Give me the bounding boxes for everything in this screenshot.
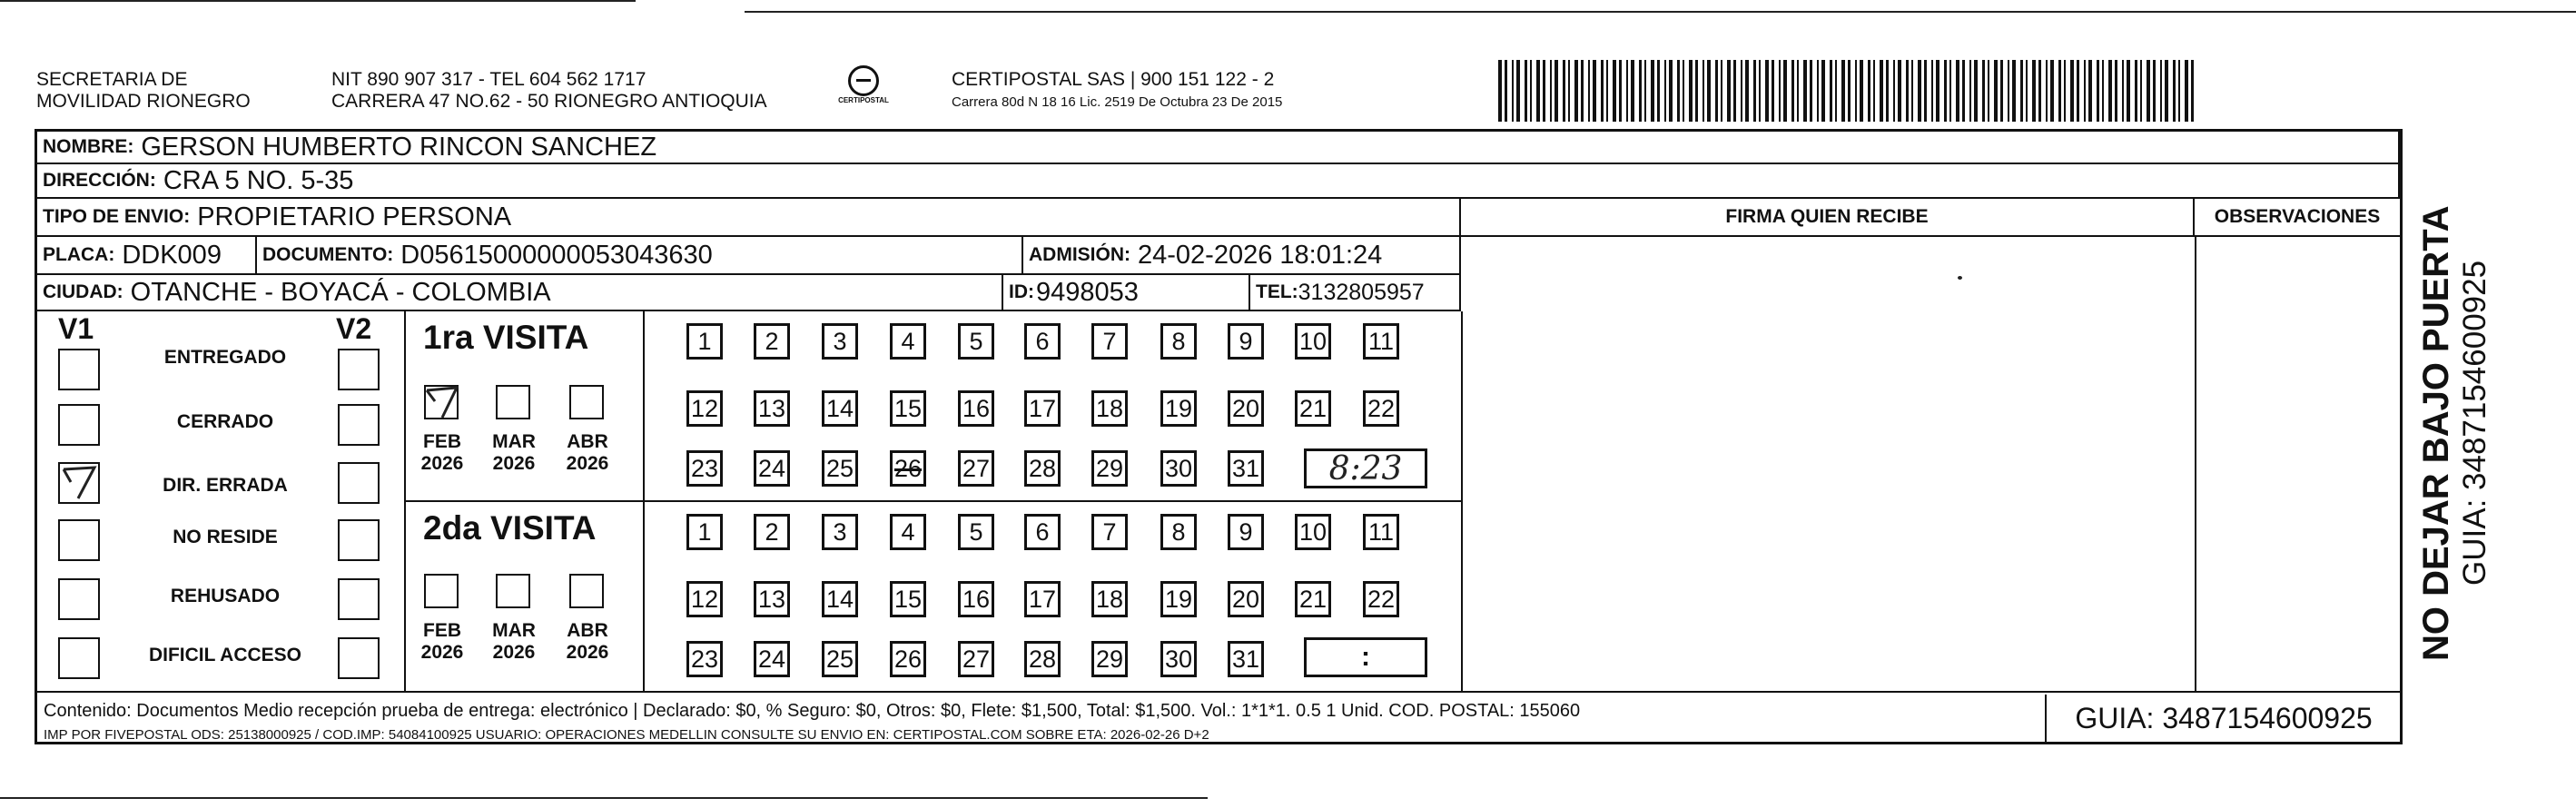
day-number: 8: [1171, 517, 1186, 546]
day-box[interactable]: [958, 641, 994, 677]
day-box[interactable]: [958, 581, 994, 617]
day-box[interactable]: [890, 323, 926, 360]
day-number: 11: [1367, 517, 1395, 546]
day-box[interactable]: [822, 390, 858, 427]
tipo-label: TIPO DE ENVIO:: [43, 206, 191, 227]
month-label: FEB 2026: [420, 431, 464, 474]
day-number: 15: [893, 585, 923, 613]
v1-checkbox[interactable]: [58, 404, 100, 446]
placa-cell: [37, 237, 257, 275]
ink-dot: [1958, 276, 1962, 280]
admision-cell: [1023, 237, 1461, 275]
day-box[interactable]: [1363, 323, 1399, 360]
day-box[interactable]: [822, 581, 858, 617]
nombre-label: NOMBRE:: [43, 136, 134, 157]
observaciones-header: OBSERVACIONES: [2195, 199, 2400, 237]
day-box[interactable]: [1091, 450, 1128, 487]
day-number: 9: [1239, 327, 1253, 355]
day-number: 2: [765, 517, 779, 546]
nombre-row: [37, 132, 2400, 164]
day-number: 8: [1171, 327, 1186, 355]
day-number: 14: [825, 585, 854, 613]
handwritten-check-icon: [424, 385, 459, 419]
status-label: DIFICIL ACCESO: [148, 645, 301, 665]
day-number: 6: [1035, 327, 1050, 355]
day-number: 23: [690, 645, 719, 673]
day-box[interactable]: [1024, 514, 1061, 550]
day-number: 9: [1239, 517, 1253, 546]
day-box[interactable]: [1228, 390, 1264, 427]
day-box[interactable]: [1160, 390, 1197, 427]
day-box[interactable]: [958, 450, 994, 487]
month-label: ABR 2026: [566, 431, 609, 474]
day-number: 2: [765, 327, 779, 355]
v1-checkbox[interactable]: [58, 578, 100, 620]
day-box[interactable]: [1160, 641, 1197, 677]
v2-label: V2: [336, 312, 372, 345]
day-box[interactable]: [822, 641, 858, 677]
day-box[interactable]: [1024, 323, 1061, 360]
day-box[interactable]: [1228, 514, 1264, 550]
v2-checkbox[interactable]: [338, 404, 380, 446]
month-checkbox[interactable]: [424, 385, 459, 419]
tel-label: TEL:: [1256, 281, 1298, 302]
tipo-value: PROPIETARIO PERSONA: [197, 202, 512, 232]
second-visit-title: 2da VISITA: [423, 509, 597, 547]
second-visit-time-value: :: [1361, 642, 1370, 672]
direccion-row: [37, 164, 2400, 199]
month-label: MAR 2026: [492, 431, 536, 474]
ciudad-value: OTANCHE - BOYACÁ - COLOMBIA: [130, 277, 551, 307]
month-checkbox[interactable]: [424, 574, 459, 608]
day-number: 30: [1164, 454, 1193, 482]
admision-value: 24-02-2026 18:01:24: [1138, 240, 1383, 270]
day-box[interactable]: [1091, 641, 1128, 677]
footer-print-info: IMP POR FIVEPOSTAL ODS: 25138000925 / COD.IMP: 54084100925 USUARIO: OPERACIONES MEDELLIN CONSULTE SU ENVIO EN: CERTIPOSTAL.COM SOBRE ETA: 2026-02-26 D+2: [44, 727, 1209, 743]
status-label: DIR. ERRADA: [163, 475, 288, 496]
day-number: 22: [1367, 394, 1396, 422]
day-number: 1: [697, 517, 712, 546]
day-number: 4: [901, 327, 915, 355]
day-box[interactable]: [686, 514, 723, 550]
day-number: 18: [1095, 394, 1124, 422]
status-label: REHUSADO: [170, 586, 281, 606]
scan-edge-top: [0, 0, 636, 2]
day-box[interactable]: [1363, 390, 1399, 427]
side-guia: GUIA: 3487154600925: [2457, 260, 2492, 586]
documento-value: D05615000000053043630: [400, 240, 713, 270]
day-box[interactable]: [1024, 450, 1061, 487]
day-number: 19: [1164, 585, 1193, 613]
day-box[interactable]: [822, 323, 858, 360]
day-number: 15: [893, 394, 923, 422]
status-label: CERRADO: [176, 411, 274, 432]
org-line2: MOVILIDAD RIONEGRO: [36, 91, 251, 112]
day-number: 7: [1102, 517, 1117, 546]
day-number: 18: [1095, 585, 1124, 613]
day-number: 22: [1367, 585, 1396, 613]
day-number: 13: [757, 585, 786, 613]
ciudad-cell: [37, 275, 1003, 311]
v1-checkbox[interactable]: [58, 462, 100, 504]
day-number: 23: [690, 454, 719, 482]
direccion-label: DIRECCIÓN:: [43, 170, 156, 191]
tel-cell: [1250, 275, 1461, 311]
day-box[interactable]: [890, 514, 926, 550]
day-number: 21: [1298, 585, 1327, 613]
day-box[interactable]: [1228, 641, 1264, 677]
barcode: [1498, 60, 2197, 122]
footer-contents: Contenido: Documentos Medio recepción prueba de entrega: electrónico | Declarado: $0, % Seguro: $0, Otros: $0, Flete: $1,500, Total: $1,500. Vol.: 1*1*1. 0.5 1 Unid. COD. POSTAL: 155060: [44, 701, 1581, 721]
day-number: 17: [1028, 585, 1057, 613]
day-number: 10: [1298, 327, 1327, 355]
month-checkbox[interactable]: [569, 574, 604, 608]
day-box[interactable]: [890, 390, 926, 427]
day-box[interactable]: [890, 641, 926, 677]
id-value: 9498053: [1036, 277, 1139, 307]
day-number: 12: [690, 394, 719, 422]
month-checkbox[interactable]: [569, 385, 604, 419]
v1-checkbox[interactable]: [58, 519, 100, 561]
day-number: 27: [962, 645, 991, 673]
day-box[interactable]: [822, 514, 858, 550]
status-label: ENTREGADO: [163, 347, 287, 368]
no-dejar-bajo-puerta: NO DEJAR BAJO PUERTA: [2416, 205, 2456, 661]
status-label: NO RESIDE: [173, 527, 278, 547]
handwritten-check-icon: [58, 462, 100, 504]
logo-text: CERTIPOSTAL: [838, 96, 889, 104]
day-box[interactable]: [1024, 581, 1061, 617]
visit-divider: [406, 500, 1461, 502]
courier-info: [952, 69, 1282, 114]
day-number: 3: [833, 517, 847, 546]
day-number: 10: [1298, 517, 1327, 546]
v1-checkbox[interactable]: [58, 349, 100, 390]
day-box[interactable]: [1160, 581, 1197, 617]
day-number: 26: [893, 645, 923, 673]
day-number: 11: [1367, 327, 1395, 355]
day-box[interactable]: [1091, 514, 1128, 550]
day-box[interactable]: [1228, 450, 1264, 487]
day-box[interactable]: [890, 450, 926, 487]
day-number: 25: [825, 645, 854, 673]
day-box[interactable]: [958, 390, 994, 427]
day-number: 16: [962, 394, 991, 422]
scan-edge-bottom: [0, 797, 1208, 799]
day-number: 17: [1028, 394, 1057, 422]
day-box[interactable]: [890, 581, 926, 617]
documento-cell: [257, 237, 1023, 275]
side-notice: [2406, 132, 2497, 676]
day-number: 25: [825, 454, 854, 482]
nit-line: NIT 890 907 317 - TEL 604 562 1717: [331, 69, 646, 90]
day-number: 20: [1231, 585, 1260, 613]
first-visit-title: 1ra VISITA: [423, 319, 589, 356]
org-contact: [331, 69, 767, 113]
v1-checkbox[interactable]: [58, 637, 100, 679]
day-number: 12: [690, 585, 719, 613]
day-number: 28: [1028, 454, 1057, 482]
second-visit-time[interactable]: [1304, 637, 1427, 677]
day-number: 5: [969, 327, 983, 355]
day-number: 3: [833, 327, 847, 355]
day-box[interactable]: [754, 641, 790, 677]
day-box[interactable]: [958, 323, 994, 360]
day-number: 20: [1231, 394, 1260, 422]
day-box[interactable]: [754, 514, 790, 550]
day-box[interactable]: [754, 323, 790, 360]
day-box[interactable]: [754, 450, 790, 487]
day-number: 1: [697, 327, 712, 355]
v2-checkbox[interactable]: [338, 349, 380, 390]
documento-label: DOCUMENTO:: [262, 244, 394, 265]
day-box[interactable]: [1160, 450, 1197, 487]
ciudad-label: CIUDAD:: [43, 281, 123, 302]
v2-checkbox[interactable]: [338, 578, 380, 620]
day-number: 21: [1298, 394, 1327, 422]
day-box[interactable]: [1160, 514, 1197, 550]
day-number: 4: [901, 517, 915, 546]
day-box[interactable]: [686, 323, 723, 360]
courier-line2: Carrera 80d N 18 16 Lic. 2519 De Octubra 23 De 2015: [952, 94, 1283, 110]
day-box[interactable]: [1024, 390, 1061, 427]
admision-label: ADMISIÓN:: [1029, 244, 1130, 265]
id-label: ID:: [1009, 281, 1034, 302]
day-number: 6: [1035, 517, 1050, 546]
day-number: 19: [1164, 394, 1193, 422]
month-checkbox[interactable]: [496, 385, 530, 419]
tel-value: 3132805957: [1298, 279, 1425, 305]
day-box[interactable]: [686, 581, 723, 617]
day-box[interactable]: [1228, 581, 1264, 617]
month-label: MAR 2026: [492, 620, 536, 663]
day-box[interactable]: [1363, 581, 1399, 617]
day-box[interactable]: [1295, 514, 1331, 550]
certipostal-logo: [835, 65, 892, 113]
placa-label: PLACA:: [43, 244, 115, 265]
month-label: FEB 2026: [420, 620, 464, 663]
day-number: 24: [757, 454, 786, 482]
month-label: ABR 2026: [566, 620, 609, 663]
day-box[interactable]: [958, 514, 994, 550]
day-number: 29: [1095, 454, 1124, 482]
day-box[interactable]: [1024, 641, 1061, 677]
observaciones-area[interactable]: [2196, 237, 2400, 691]
logo-icon: [848, 65, 879, 96]
day-box[interactable]: [1295, 323, 1331, 360]
nombre-value: GERSON HUMBERTO RINCON SANCHEZ: [141, 132, 657, 162]
v1-label: V1: [58, 312, 94, 345]
day-number: 14: [825, 394, 854, 422]
day-number: 31: [1231, 645, 1260, 673]
placa-value: DDK009: [122, 240, 222, 270]
id-cell: [1003, 275, 1250, 311]
day-box[interactable]: [754, 390, 790, 427]
v2-checkbox[interactable]: [338, 462, 380, 504]
first-visit-time[interactable]: [1304, 448, 1427, 488]
day-number: 31: [1231, 454, 1260, 482]
day-number: 27: [962, 454, 991, 482]
org-name: [36, 69, 251, 113]
day-box[interactable]: [822, 450, 858, 487]
day-box[interactable]: [686, 641, 723, 677]
tipo-row: [37, 199, 1461, 237]
day-box[interactable]: [1091, 581, 1128, 617]
day-number: 5: [969, 517, 983, 546]
day-box[interactable]: [1295, 390, 1331, 427]
day-number: 13: [757, 394, 786, 422]
scan-edge-top-right: [745, 11, 2576, 13]
address-line: CARRERA 47 NO.62 - 50 RIONEGRO ANTIOQUIA: [331, 91, 767, 112]
day-number: 28: [1028, 645, 1057, 673]
day-number: 24: [757, 645, 786, 673]
firma-header: FIRMA QUIEN RECIBE: [1461, 199, 2195, 237]
first-visit-time-value: 8:23: [1328, 449, 1403, 488]
day-box[interactable]: [1160, 323, 1197, 360]
day-box[interactable]: [686, 450, 723, 487]
day-box[interactable]: [1228, 323, 1264, 360]
org-line1: SECRETARIA DE: [36, 69, 188, 90]
grid-divider: [1461, 311, 1463, 691]
direccion-value: CRA 5 NO. 5-35: [163, 165, 354, 195]
day-box[interactable]: [1091, 390, 1128, 427]
v2-checkbox[interactable]: [338, 637, 380, 679]
day-number: 29: [1095, 645, 1124, 673]
firma-area[interactable]: [1463, 237, 2195, 691]
day-box[interactable]: [1091, 323, 1128, 360]
courier-line1: CERTIPOSTAL SAS | 900 151 122 - 2: [952, 69, 1275, 90]
v2-checkbox[interactable]: [338, 519, 380, 561]
day-box[interactable]: [686, 390, 723, 427]
month-checkbox[interactable]: [496, 574, 530, 608]
day-box[interactable]: [1363, 514, 1399, 550]
day-box[interactable]: [754, 581, 790, 617]
footer-guia: GUIA: 3487154600925: [2045, 695, 2401, 743]
day-number: 30: [1164, 645, 1193, 673]
day-number-marked: 26: [893, 454, 923, 482]
day-number: 16: [962, 585, 991, 613]
day-box[interactable]: [1295, 581, 1331, 617]
day-number: 7: [1102, 327, 1117, 355]
footer-divider: [37, 691, 2400, 693]
